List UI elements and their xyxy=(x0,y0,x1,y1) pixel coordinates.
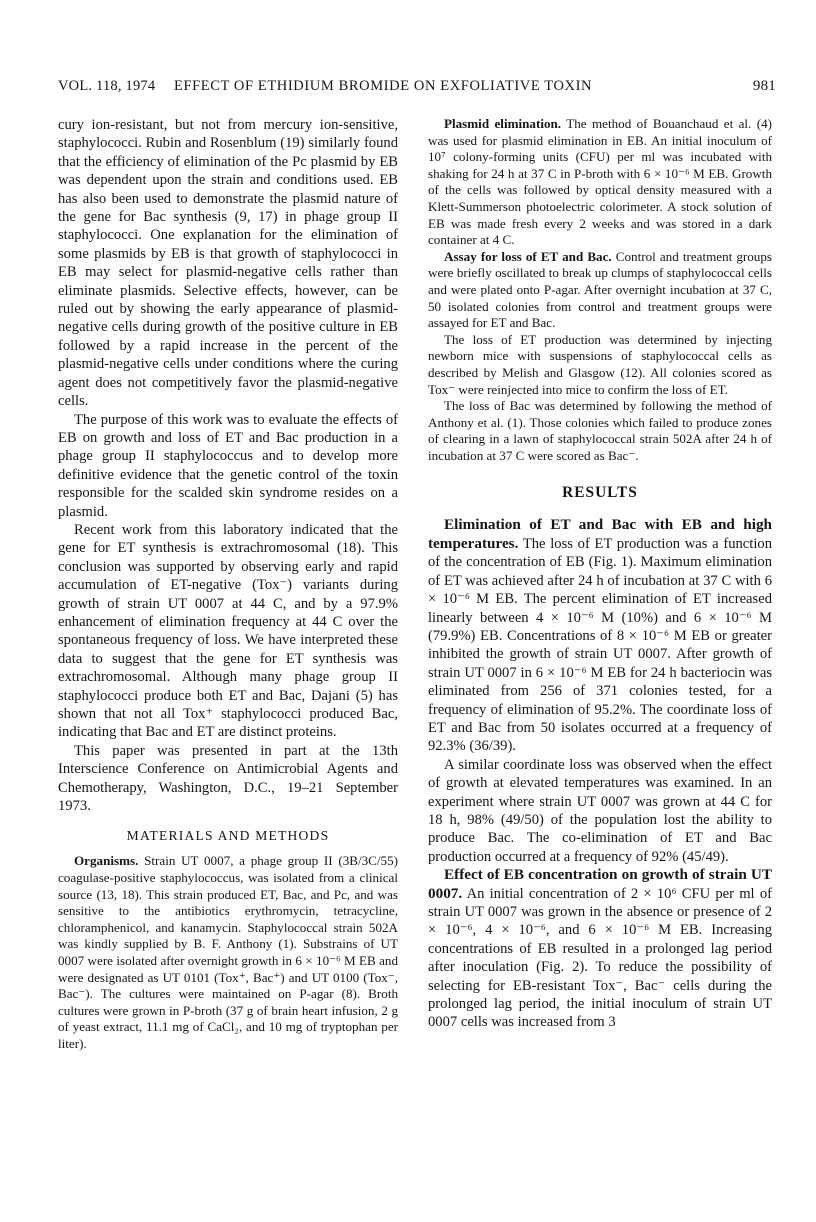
section-heading-results: RESULTS xyxy=(562,484,638,502)
paragraph-continued: cury ion-resistant, but not from mercury ion-sensitive, staphylococci. Rubin and Rosenblum (19) similarly found that the efficiency of elimination of the Pc plasmid by EB was dependent upon the strain and conditions used. EB has also been used to demonstrate the plasmid nature of the gene for Bac synthesis (9, 17) in phage group II staphylococci. One explanation for the elimination of some plasmids by EB is that growth of staphylococci in EB may select for plasmid-negative cells rather than eliminate plasmids. Selective effects, however, can be ruled out by showing the early appearance of plasmid-negative cells during growth of the positive culture in EB followed by a rapid increase in the percent of the plasmid-negative cells under conditions where the curing agent does not competitively favor the plasmid-negative cells. xyxy=(58,117,398,410)
left-column xyxy=(58,116,398,1053)
runin-heading-elimination: Elimination of ET and Bac with EB and high temperatures. xyxy=(428,516,772,552)
paragraph-loss-et: The loss of ET production was determined by injecting newborn mice with suspensions of staphylococcal cells as described by Melish and Glasgow (12). All colonies scored as Tox⁻ were reinjected into mice to confirm the loss of ET. xyxy=(428,331,772,397)
paragraph-purpose: The purpose of this work was to evaluate the effects of EB on growth and loss of ET and Bac production in a phage group II staphylococcus and to develop more definitive evidence that the genetic control of the toxin responsible for the scalded skin syndrome resides on a plasmid. xyxy=(58,411,398,520)
runin-heading-organisms: Organisms. xyxy=(74,853,139,869)
journal-volume: VOL. 118, 1974 xyxy=(58,78,156,94)
runin-heading-eb-concentration: Effect of EB concentration on growth of strain UT 0007. xyxy=(428,866,772,902)
page-number: 981 xyxy=(752,78,776,94)
right-column xyxy=(428,116,772,1032)
paragraph-elimination: Elimination of ET and Bac with EB and high temperatures. The loss of ET production was a function of the concentration of EB (Fig. 1). Maximum elimination of ET was achieved after 24 h of incubation at 37 C with 6 × 10⁻⁶ M EB. The percent elimination of ET increased linearly between 4 × 10⁻⁶ M (10%) and 6 × 10⁻⁶ M (79.9%) EB. Concentrations of 8 × 10⁻⁶ M EB or greater inhibited the growth of strain UT 0007. After growth of strain UT 0007 in 6 × 10⁻⁶ M EB for 24 h bacteriocin was eliminated from 256 of 371 colonies tested, for a frequency of elimination of 95.2%. The coordinate loss of ET and Bac from 50 isolates occurred at a frequency of 92.3% (36/39). xyxy=(428,516,772,755)
paragraph-presentation-note: This paper was presented in part at the 13th Interscience Conference on Antimicrobial Agents and Chemotherapy, Washington, D.C., 19–21 September 1973. xyxy=(58,742,398,815)
paragraph-plasmid-elimination: Plasmid elimination. The method of Bouanchaud et al. (4) was used for plasmid elimination in EB. An initial inoculum of 10⁷ colony-forming units (CFU) per ml was incubated with shaking for 24 h at 37 C in P-broth with 6 × 10⁻⁶ M EB. Growth of the cells was followed by optical density measured with a Klett-Summerson photoelectric colorimeter. A stock solution of EB was made fresh every 2 weeks and was stored in a dark container at 4 C. xyxy=(428,116,772,248)
runin-heading-plasmid-elimination: Plasmid elimination. xyxy=(444,116,562,131)
paragraph-assay: Assay for loss of ET and Bac. Control and treatment groups were briefly oscillated to break up clumps of staphylococcal cells and were plated onto P-agar. After overnight incubation at 37 C, 50 isolated colonies from control and treatment groups were assayed for ET and Bac. xyxy=(428,248,772,331)
runin-heading-assay: Assay for loss of ET and Bac. xyxy=(444,248,612,264)
running-header xyxy=(58,78,774,100)
paragraph-loss-bac: The loss of Bac was determined by following the method of Anthony et al. (1). Those colonies which failed to produce zones of clearing in a lawn of staphylococcal strain 502A after 24 h of incubation at 37 C were scored as Bac⁻. xyxy=(428,398,772,463)
section-heading-materials-methods: MATERIALS AND METHODS xyxy=(126,828,330,844)
paragraph-similar-loss: A similar coordinate loss was observed when the effect of growth at elevated temperatures was examined. In an experiment where strain UT 0007 was grown at 44 C for 18 h, 98% (49/50) of the population lost the ability to produce Bac. The co-elimination of ET and Bac production occurred at a frequency of 92% (45/49). xyxy=(428,756,772,865)
running-title: EFFECT OF ETHIDIUM BROMIDE ON EXFOLIATIVE TOXIN xyxy=(174,78,593,94)
paragraph-eb-concentration: Effect of EB concentration on growth of strain UT 0007. An initial concentration of 2 × 10⁶ CFU per ml of strain UT 0007 was grown in the absence or presence of 2 × 10⁻⁶, 4 × 10⁻⁶, and 6 × 10⁻⁶ M EB. Increasing concentrations of EB resulted in a prolonged lag period after inoculation (Fig. 2). To reduce the possibility of selecting for EB-resistant Tox⁻, Bac⁻ cells during the prolonged lag period, the initial inoculum of strain UT 0007 cells was increased from 3 xyxy=(428,866,772,1031)
paragraph-recent-work: Recent work from this laboratory indicated that the gene for ET synthesis is extrachromosomal (18). This conclusion was supported by observing early and rapid accumulation of ET-negative (Tox⁻) variants during growth of strain UT 0007 at 44 C, and by a 97.9% enhancement of elimination frequency at 44 C over the spontaneous frequency of loss. We have interpreted these data to suggest that the gene for ET synthesis was extrachromosomal. Although many phage group II staphylococci produce both ET and Bac, Dajani (5) has shown that not all Tox⁺ staphylococci produced Bac, indicating that Bac and ET are distinct proteins. xyxy=(58,521,398,741)
paragraph-organisms: Organisms. Strain UT 0007, a phage group II (3B/3C/55) coagulase-positive staphylococcus, was isolated from a clinical source (13, 18). This strain produced ET, Bac, and Pc, and was sensitive to the antibiotics erythromycin, tetracycline, chloramphenicol, and kanamycin. Staphylococcal strain 502A was kindly supplied by B. F. Anthony (1). Substrains of UT 0007 were isolated after overnight growth in 6 × 10⁻⁶ M EB and were designated as UT 0101 (Tox⁺, Bac⁺) and UT 0100 (Tox⁻, Bac⁻). The cultures were maintained on P-agar (8). Broth cultures were grown in P-broth (37 g of brain heart infusion, 2 g of yeast extract, 11.1 mg of CaCl₂, and 10 mg of tryptophan per liter). xyxy=(58,853,398,1051)
